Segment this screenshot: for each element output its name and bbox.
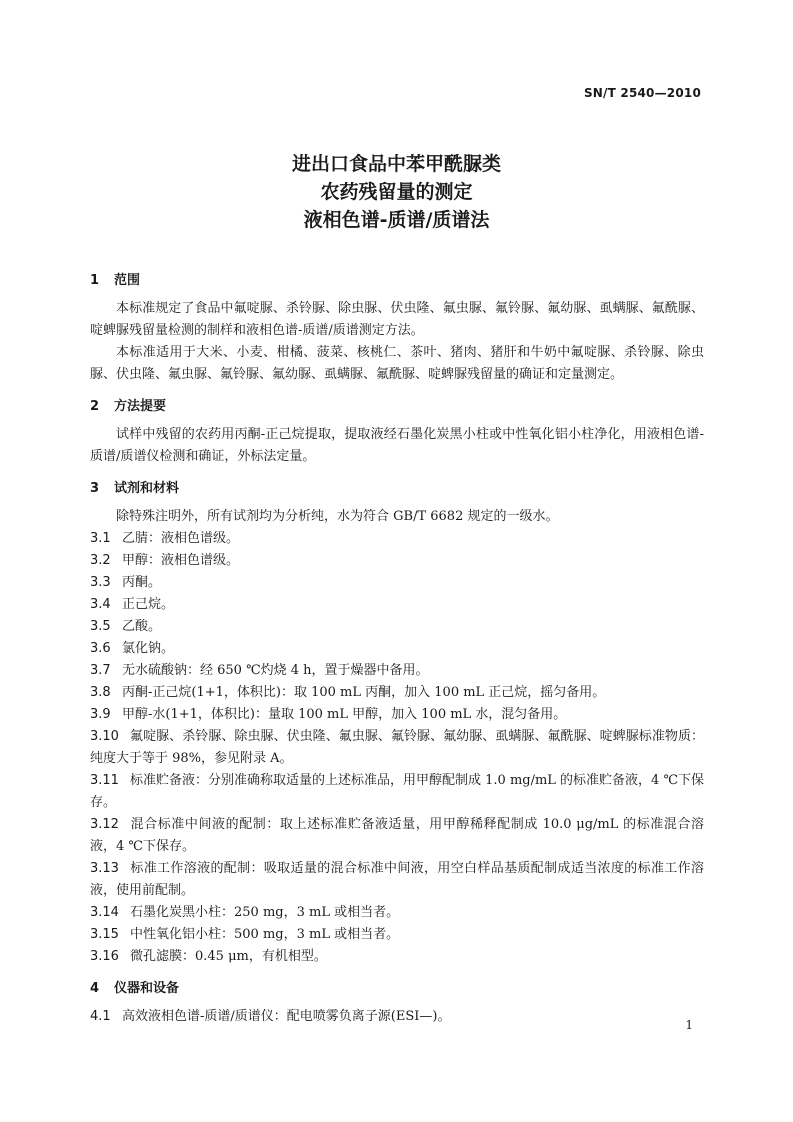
section-title: 试剂和材料 bbox=[114, 481, 180, 496]
section-4-heading bbox=[90, 978, 704, 1000]
document-title bbox=[0, 150, 793, 234]
list-item: 3.9 甲醇-水(1+1，体积比)：量取 100 mL 甲醇，加入 100 mL 水，混匀备用。 bbox=[90, 707, 567, 722]
list-item: 3.11 标准贮备液：分别准确称取适量的上述标准品，用甲醇配制成 1.0 mg/mL 的标准贮备液，4 ℃下保存。 bbox=[90, 773, 705, 810]
list-item: 3.7 无水硫酸钠：经 650 ℃灼烧 4 h，置于燥器中备用。 bbox=[90, 663, 429, 678]
document-body bbox=[90, 270, 704, 1028]
list-item: 3.13 标准工作溶液的配制：吸取适量的混合标准中间液，用空白样品基质配制成适当浓度的标准工作溶液，使用前配制。 bbox=[90, 861, 704, 898]
list-item: 3.10 氟啶脲、杀铃脲、除虫脲、伏虫隆、氟虫脲、氟铃脲、氟幼脲、虱螨脲、氟酰脲、啶蜱脲标准物质：纯度大于等于 98%，参见附录 A。 bbox=[90, 729, 704, 766]
section-2-heading bbox=[90, 396, 704, 418]
section-3-heading bbox=[90, 478, 704, 500]
section-number: 3 bbox=[90, 481, 100, 496]
list-item: 3.8 丙酮-正己烷(1+1，体积比)：取 100 mL 丙酮，加入 100 mL 正己烷，摇匀备用。 bbox=[90, 685, 606, 700]
method-summary-paragraph: 试样中残留的农药用丙酮-正己烷提取，提取液经石墨化炭黑小柱或中性氧化铝小柱净化，用液相色谱-质谱/质谱仪检测和确证，外标法定量。 bbox=[90, 427, 704, 464]
list-item: 3.14 石墨化炭黑小柱：250 mg，3 mL 或相当者。 bbox=[90, 905, 400, 920]
section-1-heading bbox=[90, 270, 704, 292]
list-item: 3.15 中性氧化铝小柱：500 mg，3 mL 或相当者。 bbox=[90, 927, 400, 942]
title-line-2: 农药残留量的测定 bbox=[320, 181, 473, 203]
title-line-3: 液相色谱-质谱/质谱法 bbox=[303, 209, 490, 231]
section-number: 2 bbox=[90, 399, 100, 414]
section-number: 1 bbox=[90, 273, 100, 288]
section-number: 4 bbox=[90, 981, 100, 996]
list-item: 4.1 高效液相色谱-质谱/质谱仪：配电喷雾负离子源(ESI—)。 bbox=[90, 1009, 451, 1024]
list-item: 3.3 丙酮。 bbox=[90, 575, 162, 590]
section-title: 仪器和设备 bbox=[114, 981, 180, 996]
list-item: 3.2 甲醇：液相色谱级。 bbox=[90, 553, 240, 568]
section-title: 范围 bbox=[114, 273, 141, 288]
list-item: 3.5 乙酸。 bbox=[90, 619, 162, 634]
page-number: 1 bbox=[685, 1018, 693, 1032]
scope-paragraph-1: 本标准规定了食品中氟啶脲、杀铃脲、除虫脲、伏虫隆、氟虫脲、氟铃脲、氟幼脲、虱螨脲、氟酰脲、啶蜱脲残留量检测的制样和液相色谱-质谱/质谱测定方法。 bbox=[90, 301, 704, 338]
title-line-1: 进出口食品中苯甲酰脲类 bbox=[291, 153, 501, 175]
list-item: 3.4 正己烷。 bbox=[90, 597, 175, 612]
scope-paragraph-2: 本标准适用于大米、小麦、柑橘、菠菜、核桃仁、茶叶、猪肉、猪肝和牛奶中氟啶脲、杀铃脲、除虫脲、伏虫隆、氟虫脲、氟铃脲、氟幼脲、虱螨脲、氟酰脲、啶蜱脲残留量的确证和定量测定。 bbox=[90, 345, 704, 382]
list-item: 3.6 氯化钠。 bbox=[90, 641, 175, 656]
section-title: 方法提要 bbox=[114, 399, 167, 414]
reagents-intro: 除特殊注明外，所有试剂均为分析纯，水为符合 GB/T 6682 规定的一级水。 bbox=[116, 509, 559, 524]
list-item: 3.16 微孔滤膜：0.45 μm，有机相型。 bbox=[90, 949, 327, 964]
list-item: 3.1 乙腈：液相色谱级。 bbox=[90, 531, 240, 546]
standard-code: SN/T 2540—2010 bbox=[583, 86, 701, 100]
list-item: 3.12 混合标准中间液的配制：取上述标准贮备液适量，用甲醇稀释配制成 10.0 μg/mL 的标准混合溶液，4 ℃下保存。 bbox=[90, 817, 704, 854]
